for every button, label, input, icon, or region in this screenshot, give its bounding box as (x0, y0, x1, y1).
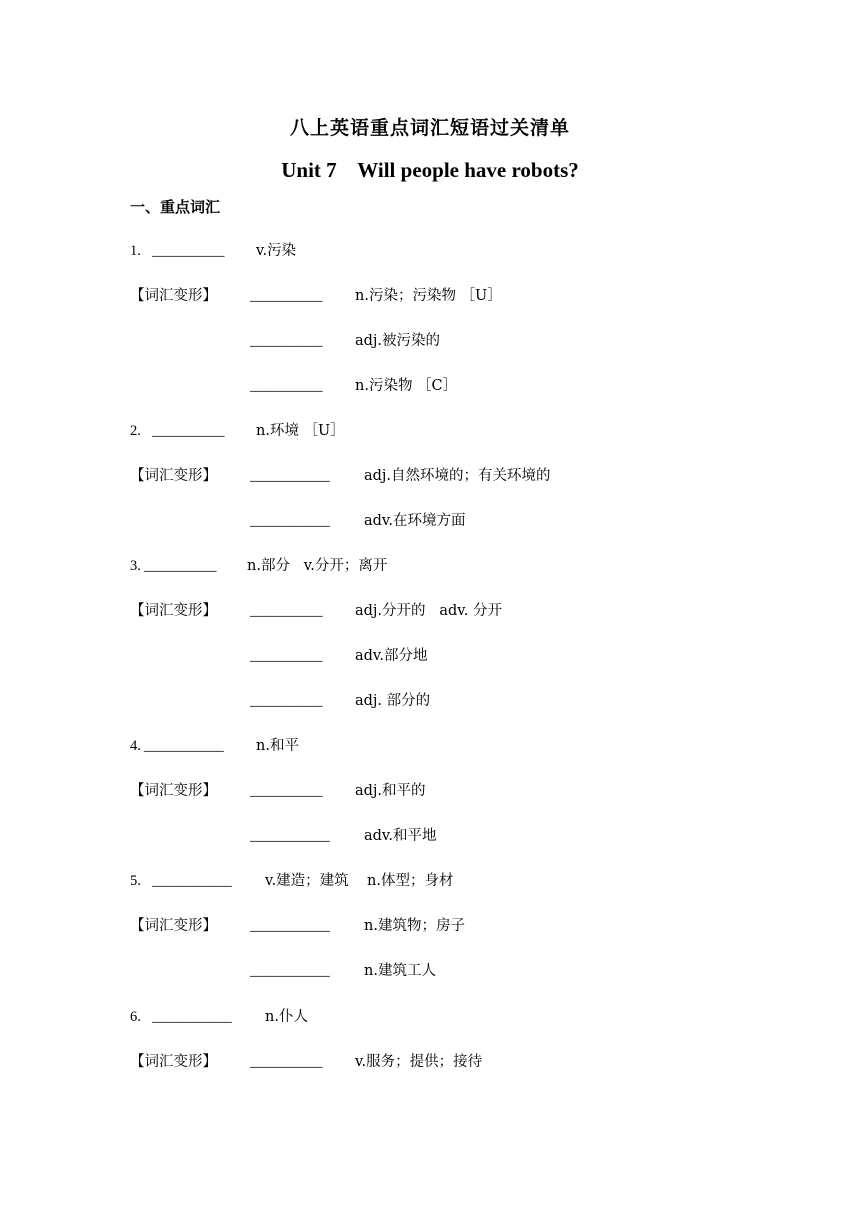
answer-blank[interactable]: __________ (250, 603, 323, 619)
definition: n.仆人 (265, 1009, 308, 1025)
section-heading: 一、重点词汇 (130, 198, 221, 216)
answer-blank[interactable]: __________ (250, 693, 323, 709)
definition: v.建造；建筑 n.体型；身材 (265, 873, 454, 889)
answer-blank[interactable]: __________ (152, 423, 225, 439)
definition: n.环境 ［U］ (256, 423, 345, 439)
item-number: 3. (130, 558, 141, 574)
definition: adj.分开的 adv. 分开 (355, 603, 502, 619)
item-number: 6. (130, 1009, 141, 1025)
variant-label: 【词汇变形】 (130, 468, 217, 484)
document-title: 八上英语重点词汇短语过关清单 (289, 117, 570, 139)
definition: n.建筑工人 (364, 963, 436, 979)
unit-title: Unit 7 Will people have robots? (281, 158, 579, 182)
answer-blank[interactable]: __________ (250, 648, 323, 664)
answer-blank[interactable]: __________ (250, 288, 323, 304)
variant-label: 【词汇变形】 (130, 288, 217, 304)
answer-blank[interactable]: __________ (250, 783, 323, 799)
answer-blank[interactable]: __________ (250, 333, 323, 349)
answer-blank[interactable]: ___________ (250, 513, 330, 529)
answer-blank[interactable]: ___________ (144, 738, 224, 754)
definition: adj. 部分的 (355, 693, 431, 709)
definition: adj.被污染的 (355, 333, 441, 349)
definition: adj.和平的 (355, 783, 426, 799)
definition: adv.在环境方面 (364, 513, 466, 529)
variant-label: 【词汇变形】 (130, 603, 217, 619)
answer-blank[interactable]: __________ (250, 378, 323, 394)
definition: adv.和平地 (364, 828, 437, 844)
variant-label: 【词汇变形】 (130, 783, 217, 799)
item-number: 1. (130, 243, 141, 259)
definition: n.污染物 ［C］ (355, 378, 458, 394)
answer-blank[interactable]: ___________ (250, 468, 330, 484)
answer-blank[interactable]: ___________ (152, 1009, 232, 1025)
definition: n.污染；污染物 ［U］ (355, 288, 502, 304)
item-number: 5. (130, 873, 141, 889)
answer-blank[interactable]: ___________ (250, 918, 330, 934)
definition: adv.部分地 (355, 648, 428, 664)
definition: adj.自然环境的；有关环境的 (364, 468, 551, 484)
variant-label: 【词汇变形】 (130, 1054, 217, 1070)
item-number: 4. (130, 738, 141, 754)
definition: v.服务；提供；接待 (355, 1054, 483, 1070)
definition: n.部分 v.分开；离开 (247, 558, 388, 574)
answer-blank[interactable]: __________ (250, 1054, 323, 1070)
definition: n.和平 (256, 738, 299, 754)
answer-blank[interactable]: ___________ (250, 828, 330, 844)
definition: n.建筑物；房子 (364, 918, 465, 934)
answer-blank[interactable]: __________ (144, 558, 217, 574)
item-number: 2. (130, 423, 141, 439)
answer-blank[interactable]: ___________ (152, 873, 232, 889)
variant-label: 【词汇变形】 (130, 918, 217, 934)
definition: v.污染 (256, 243, 297, 259)
answer-blank[interactable]: ___________ (250, 963, 330, 979)
answer-blank[interactable]: __________ (152, 243, 225, 259)
